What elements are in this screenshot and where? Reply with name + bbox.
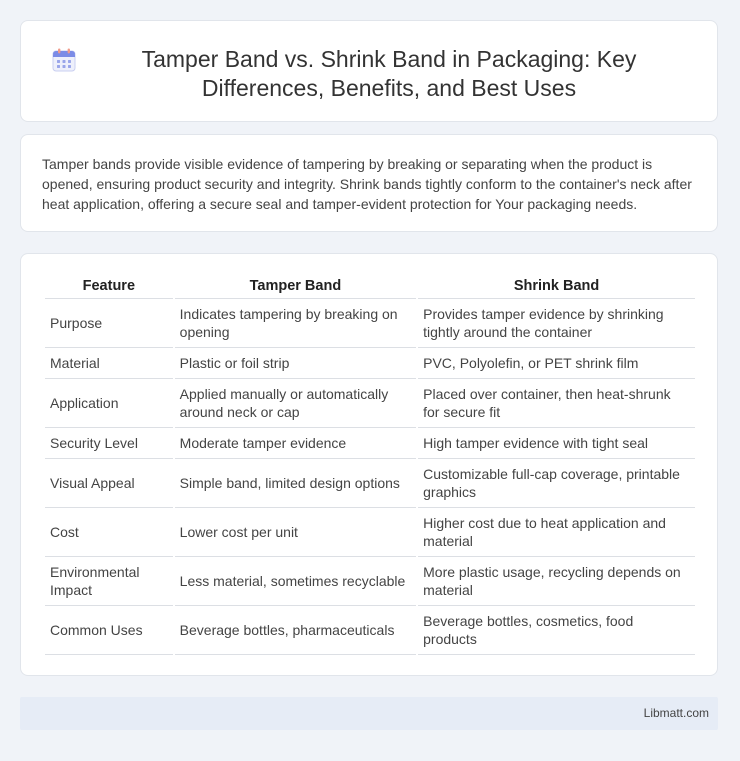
- shrink-band-cell: Customizable full-cap coverage, printable graphics: [418, 459, 695, 508]
- table-row: [45, 379, 695, 428]
- shrink-band-cell: Higher cost due to heat application and material: [418, 508, 695, 557]
- shrink-band-cell: Provides tamper evidence by shrinking tightly around the container: [418, 299, 695, 348]
- shrink-band-cell: High tamper evidence with tight seal: [418, 428, 695, 459]
- intro-paragraph: Tamper bands provide visible evidence of tampering by breaking or separating when the product is opened, ensuring product security and integrity. Shrink bands tightly conform to the container's neck after heat application, offering a secure seal and tamper-evident protection for Your packaging needs.: [42, 156, 692, 212]
- table-row: [45, 348, 695, 379]
- table-row: [45, 459, 695, 508]
- title-card: [20, 20, 718, 122]
- page-title: Tamper Band vs. Shrink Band in Packaging: Key Differences, Benefits, and Best Uses: [141, 46, 637, 101]
- feature-cell: Common Uses: [45, 606, 173, 655]
- tamper-band-cell: Simple band, limited design options: [175, 459, 416, 508]
- comparison-table-card: [20, 253, 718, 676]
- feature-cell: Visual Appeal: [45, 459, 173, 508]
- table-row: [45, 428, 695, 459]
- table-header-row: [45, 274, 695, 299]
- footer: [20, 697, 718, 730]
- intro-card: [20, 134, 718, 232]
- footer-site-name: Libmatt.com: [643, 706, 709, 720]
- header-tamper-band: Tamper Band: [175, 274, 416, 299]
- header-shrink-band: Shrink Band: [418, 274, 695, 299]
- table-row: [45, 508, 695, 557]
- shrink-band-cell: PVC, Polyolefin, or PET shrink film: [418, 348, 695, 379]
- tamper-band-cell: Beverage bottles, pharmaceuticals: [175, 606, 416, 655]
- tamper-band-cell: Applied manually or automatically around neck or cap: [175, 379, 416, 428]
- shrink-band-cell: Beverage bottles, cosmetics, food products: [418, 606, 695, 655]
- table-row: [45, 299, 695, 348]
- feature-cell: Purpose: [45, 299, 173, 348]
- tamper-band-cell: Less material, sometimes recyclable: [175, 557, 416, 606]
- feature-cell: Material: [45, 348, 173, 379]
- table-row: [45, 606, 695, 655]
- feature-cell: Environmental Impact: [45, 557, 173, 606]
- feature-cell: Cost: [45, 508, 173, 557]
- shrink-band-cell: Placed over container, then heat-shrunk for secure fit: [418, 379, 695, 428]
- tamper-band-cell: Indicates tampering by breaking on opening: [175, 299, 416, 348]
- feature-cell: Application: [45, 379, 173, 428]
- calendar-icon: [51, 47, 77, 73]
- comparison-table: [43, 274, 697, 655]
- tamper-band-cell: Plastic or foil strip: [175, 348, 416, 379]
- header-feature: Feature: [45, 274, 173, 299]
- title-wrap: [21, 21, 717, 103]
- feature-cell: Security Level: [45, 428, 173, 459]
- table-row: [45, 557, 695, 606]
- shrink-band-cell: More plastic usage, recycling depends on material: [418, 557, 695, 606]
- tamper-band-cell: Moderate tamper evidence: [175, 428, 416, 459]
- tamper-band-cell: Lower cost per unit: [175, 508, 416, 557]
